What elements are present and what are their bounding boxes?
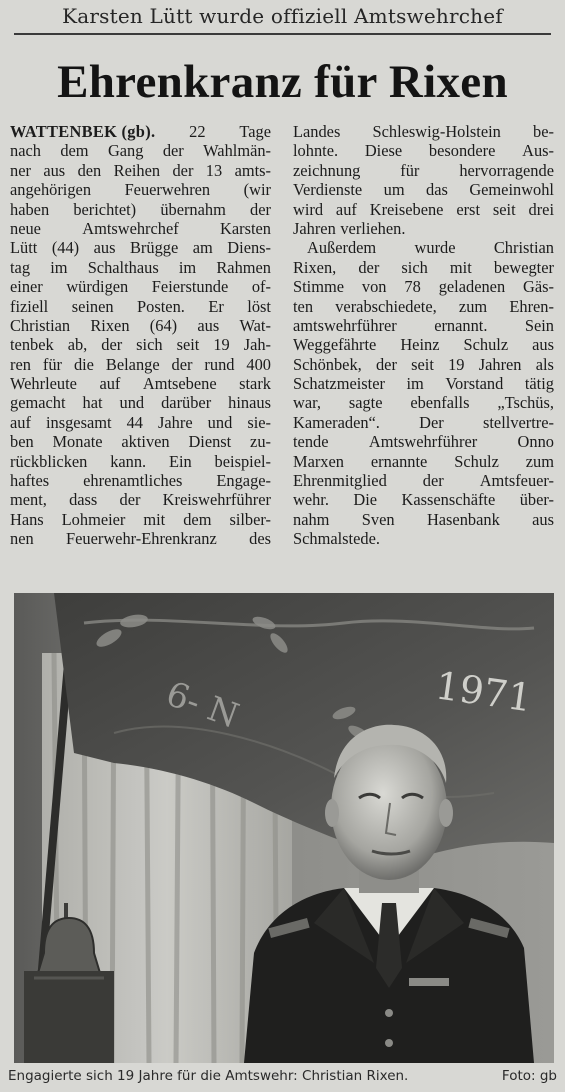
- word: ner: [10, 160, 31, 180]
- word: einer: [10, 277, 43, 297]
- text-line: [293, 161, 554, 180]
- word: Gemeinwohl: [469, 180, 554, 200]
- word: ehrenamtliches: [83, 471, 183, 491]
- dateline: WATTENBEK (gb).: [10, 122, 156, 141]
- text-line: [10, 258, 271, 277]
- word: im: [406, 374, 424, 394]
- word: Kameraden“.: [293, 412, 380, 432]
- word: gemacht: [10, 393, 66, 413]
- text-line: [10, 471, 271, 490]
- word: der: [119, 490, 141, 510]
- word: Schönbek,: [293, 354, 362, 374]
- word: bewegter: [493, 257, 554, 277]
- word: mit: [449, 257, 472, 277]
- word: sich: [401, 257, 428, 277]
- word: stellvertre-: [483, 412, 554, 432]
- word: wurde: [414, 238, 456, 258]
- word: Diese: [364, 141, 403, 161]
- text-line: [10, 161, 271, 180]
- text-line: [10, 200, 271, 219]
- text-line: [293, 393, 554, 412]
- word: sagte: [348, 393, 383, 413]
- word: seinen: [71, 296, 114, 316]
- word: Sven: [361, 509, 395, 529]
- word: Sein: [524, 315, 554, 335]
- word: Amtsebene: [142, 374, 217, 394]
- main-headline: Ehrenkranz für Rixen: [57, 56, 508, 108]
- word: im: [50, 257, 68, 277]
- word: Engage-: [216, 471, 271, 491]
- text-line: [293, 258, 554, 277]
- word: Posten.: [137, 296, 185, 316]
- word: hinaus: [228, 393, 271, 413]
- text-line: [10, 219, 271, 238]
- word: Wahlmän-: [203, 141, 271, 161]
- word: Verdienste: [293, 180, 363, 200]
- word: wehr.: [293, 490, 329, 510]
- word: Jahre: [158, 412, 193, 432]
- word: Wehrleute: [10, 374, 77, 394]
- word: Onno: [517, 432, 554, 452]
- text-line: [10, 393, 271, 412]
- word: von: [361, 277, 387, 297]
- word: angehörigen: [10, 180, 92, 200]
- word: haben: [10, 199, 50, 219]
- word: aus: [93, 238, 116, 258]
- word: verabschiedete,: [335, 296, 437, 316]
- word: aus: [532, 335, 554, 355]
- word: 22: [189, 122, 206, 141]
- word: 19: [448, 354, 465, 374]
- text-line: [293, 452, 554, 471]
- word: Jah-: [243, 335, 271, 355]
- word: ben: [10, 432, 34, 452]
- word: amtswehrführer: [293, 315, 397, 335]
- word: nahm: [293, 509, 330, 529]
- word: nach: [10, 141, 41, 161]
- word: des: [249, 529, 271, 549]
- word: Amtswehrchef: [82, 218, 179, 238]
- word: aus: [532, 509, 554, 529]
- word: Ehren-: [509, 296, 554, 316]
- text-line: [293, 490, 554, 509]
- word: amts-: [234, 160, 271, 180]
- word: hat: [82, 393, 103, 413]
- text-line: [293, 510, 554, 529]
- word: ernannte: [370, 451, 428, 471]
- text-line: [10, 432, 271, 451]
- word: für: [42, 354, 62, 374]
- word: als: [535, 354, 554, 374]
- word: auf: [10, 412, 31, 432]
- word: seit: [176, 335, 200, 355]
- word: der: [358, 257, 380, 277]
- text-line: [293, 219, 554, 238]
- text-line: [293, 374, 554, 393]
- word: verliehen.: [340, 218, 406, 238]
- text-line: [10, 297, 271, 316]
- word: lohnte.: [293, 141, 339, 161]
- word: silber-: [229, 509, 271, 529]
- word: beispiel-: [214, 451, 271, 471]
- word: auf: [99, 374, 121, 394]
- word: Ehrenmitglied: [293, 471, 387, 491]
- text-line: [10, 180, 271, 199]
- word: das: [426, 180, 448, 200]
- text-line: [293, 471, 554, 490]
- banner-lettering: 6- N: [160, 673, 244, 737]
- word: Die: [353, 490, 378, 510]
- word: ab,: [67, 335, 88, 355]
- word: Brügge: [130, 238, 179, 258]
- word: Stimme: [293, 277, 344, 297]
- word: um: [383, 180, 405, 200]
- word: tende: [293, 432, 329, 452]
- text-line: [293, 529, 554, 548]
- text-line: [293, 122, 554, 141]
- word: of-: [251, 277, 271, 297]
- text-line: [10, 122, 271, 141]
- word: tag: [10, 257, 31, 277]
- word: zu-: [250, 432, 271, 452]
- word: hervorragende: [459, 160, 554, 180]
- word: ment,: [10, 490, 47, 510]
- word: tätig: [524, 374, 554, 394]
- word: seit: [492, 199, 516, 219]
- word: berichtet): [73, 199, 137, 219]
- word: Gang: [107, 141, 144, 161]
- word: Schulz: [463, 335, 509, 355]
- word: der: [250, 199, 271, 219]
- text-line: [10, 141, 271, 160]
- word: dass: [69, 490, 98, 510]
- word: erst: [456, 199, 480, 219]
- word: Landes: [293, 122, 341, 141]
- word: ren: [10, 354, 31, 374]
- text-line: [10, 374, 271, 393]
- word: insgesamt: [45, 412, 112, 432]
- text-line: [293, 413, 554, 432]
- word: zeichnung: [293, 160, 361, 180]
- article-column-left: [10, 122, 271, 586]
- word: Monate: [52, 432, 103, 452]
- word: für: [400, 160, 420, 180]
- word: neue: [10, 218, 41, 238]
- word: nen: [10, 529, 34, 549]
- word: wird: [293, 199, 324, 219]
- word: Diens-: [227, 238, 271, 258]
- text-line: [293, 297, 554, 316]
- word: sie-: [247, 412, 271, 432]
- word: rückblicken: [10, 451, 88, 471]
- word: Kreiswehrführer: [162, 490, 271, 510]
- text-line: [293, 180, 554, 199]
- word: 400: [246, 354, 271, 374]
- text-line: [10, 316, 271, 335]
- text-line: [293, 335, 554, 354]
- word: „Tschüs,: [497, 393, 554, 413]
- word: sich: [136, 335, 163, 355]
- word: der: [171, 354, 193, 374]
- word: der: [422, 471, 444, 491]
- word: (64): [149, 315, 178, 335]
- word: (44): [51, 238, 80, 258]
- word: aus: [197, 315, 220, 335]
- text-line: [10, 335, 271, 354]
- word: ernannt.: [434, 315, 488, 335]
- word: Der: [419, 412, 444, 432]
- word: Tage: [239, 122, 271, 141]
- word: Amtswehrführer: [368, 432, 478, 452]
- photo-credit: Foto: gb: [501, 1068, 557, 1084]
- word: darüber: [161, 393, 212, 413]
- text-line: [293, 141, 554, 160]
- word: Weggefährte: [293, 335, 377, 355]
- word: Marxen: [293, 451, 344, 471]
- word: tenbek: [10, 335, 54, 355]
- word: Außerdem: [307, 238, 377, 258]
- word: kann.: [110, 451, 147, 471]
- word: löst: [247, 296, 271, 316]
- word: und: [207, 412, 233, 432]
- article-photo: [14, 593, 554, 1063]
- word: Jahren: [293, 218, 336, 238]
- word: mit: [143, 509, 166, 529]
- word: drei: [528, 199, 554, 219]
- word: Christian: [10, 315, 71, 335]
- word: dem: [60, 141, 89, 161]
- word: Heinz: [400, 335, 440, 355]
- word: der: [172, 160, 194, 180]
- word: Rahmen: [216, 257, 271, 277]
- word: Aus-: [522, 141, 554, 161]
- word: der: [101, 335, 123, 355]
- word: auf: [335, 199, 357, 219]
- word: Feuerwehren: [124, 180, 211, 200]
- text-line: [10, 529, 271, 548]
- word: den: [77, 160, 102, 180]
- word: Ein: [168, 451, 192, 471]
- text-line: [293, 200, 554, 219]
- text-line: [10, 510, 271, 529]
- word: 19: [213, 335, 230, 355]
- word: Rixen,: [293, 257, 337, 277]
- word: ebenfalls: [410, 393, 470, 413]
- word: war,: [293, 393, 322, 413]
- word: würdigen: [66, 277, 129, 297]
- word: 44: [126, 412, 143, 432]
- word: Er: [208, 296, 224, 316]
- word: Feuerwehr-Ehrenkranz: [66, 529, 217, 549]
- word: dem: [183, 509, 212, 529]
- word: Feierstunde: [151, 277, 229, 297]
- kicker-headline: Karsten Lütt wurde offiziell Amtswehrchef: [14, 4, 551, 35]
- word: Kassenschäfte: [401, 490, 496, 510]
- word: Belange: [105, 354, 160, 374]
- word: Hans: [10, 509, 44, 529]
- word: (wir: [243, 180, 271, 200]
- text-line: [10, 413, 271, 432]
- text-line: [10, 277, 271, 296]
- word: Christian: [493, 238, 554, 258]
- word: Kreisebene: [369, 199, 444, 219]
- word: über-: [519, 490, 554, 510]
- word: Schulz: [454, 451, 499, 471]
- word: Rixen: [90, 315, 130, 335]
- word: Lütt: [10, 238, 38, 258]
- text-line: [293, 238, 554, 257]
- word: rund: [204, 354, 235, 374]
- photo-caption: Engagierte sich 19 Jahre für die Amtswehr: Christian Rixen.: [8, 1068, 409, 1084]
- word: im: [178, 257, 197, 277]
- word: 13: [205, 160, 223, 180]
- word: aus: [43, 160, 66, 180]
- article-body: [10, 122, 554, 586]
- word: Schalthaus: [87, 257, 159, 277]
- text-line: [10, 490, 271, 509]
- word: seit: [411, 354, 434, 374]
- word: Amtsfeuer-: [479, 471, 554, 491]
- text-line: [293, 316, 554, 335]
- word: zum: [458, 296, 488, 316]
- word: zum: [525, 451, 554, 471]
- word: Hasenbank: [426, 509, 500, 529]
- banner-year: 1971: [432, 663, 535, 721]
- word: der: [375, 354, 397, 374]
- text-line: [10, 452, 271, 471]
- word: Wat-: [239, 315, 271, 335]
- word: 78: [404, 277, 421, 297]
- word: Jahren: [478, 354, 522, 374]
- word: ten: [293, 296, 314, 316]
- word: fiziell: [10, 296, 49, 316]
- word: am: [192, 238, 213, 258]
- text-line: [293, 432, 554, 451]
- word: be-: [533, 122, 554, 141]
- word: Vorstand: [445, 374, 504, 394]
- word: Lohmeier: [61, 509, 126, 529]
- word: besondere: [428, 141, 496, 161]
- word: geladenen: [438, 277, 506, 297]
- word: Schleswig-Holstein: [372, 122, 501, 141]
- word: Schatzmeister: [293, 374, 385, 394]
- word: die: [73, 354, 94, 374]
- word: Dienst: [188, 432, 232, 452]
- word: haftes: [10, 471, 50, 491]
- word: übernahm: [160, 199, 226, 219]
- word: Schmalstede.: [293, 529, 380, 549]
- word: aktiven: [121, 432, 170, 452]
- word: und: [119, 393, 145, 413]
- word: Gäs-: [523, 277, 554, 297]
- text-line: [10, 355, 271, 374]
- text-line: [293, 277, 554, 296]
- article-column-right: [293, 122, 554, 586]
- text-line: [10, 238, 271, 257]
- text-line: [293, 355, 554, 374]
- word: Karsten: [220, 218, 271, 238]
- word: Reihen: [113, 160, 161, 180]
- word: der: [162, 141, 184, 161]
- word: stark: [239, 374, 271, 394]
